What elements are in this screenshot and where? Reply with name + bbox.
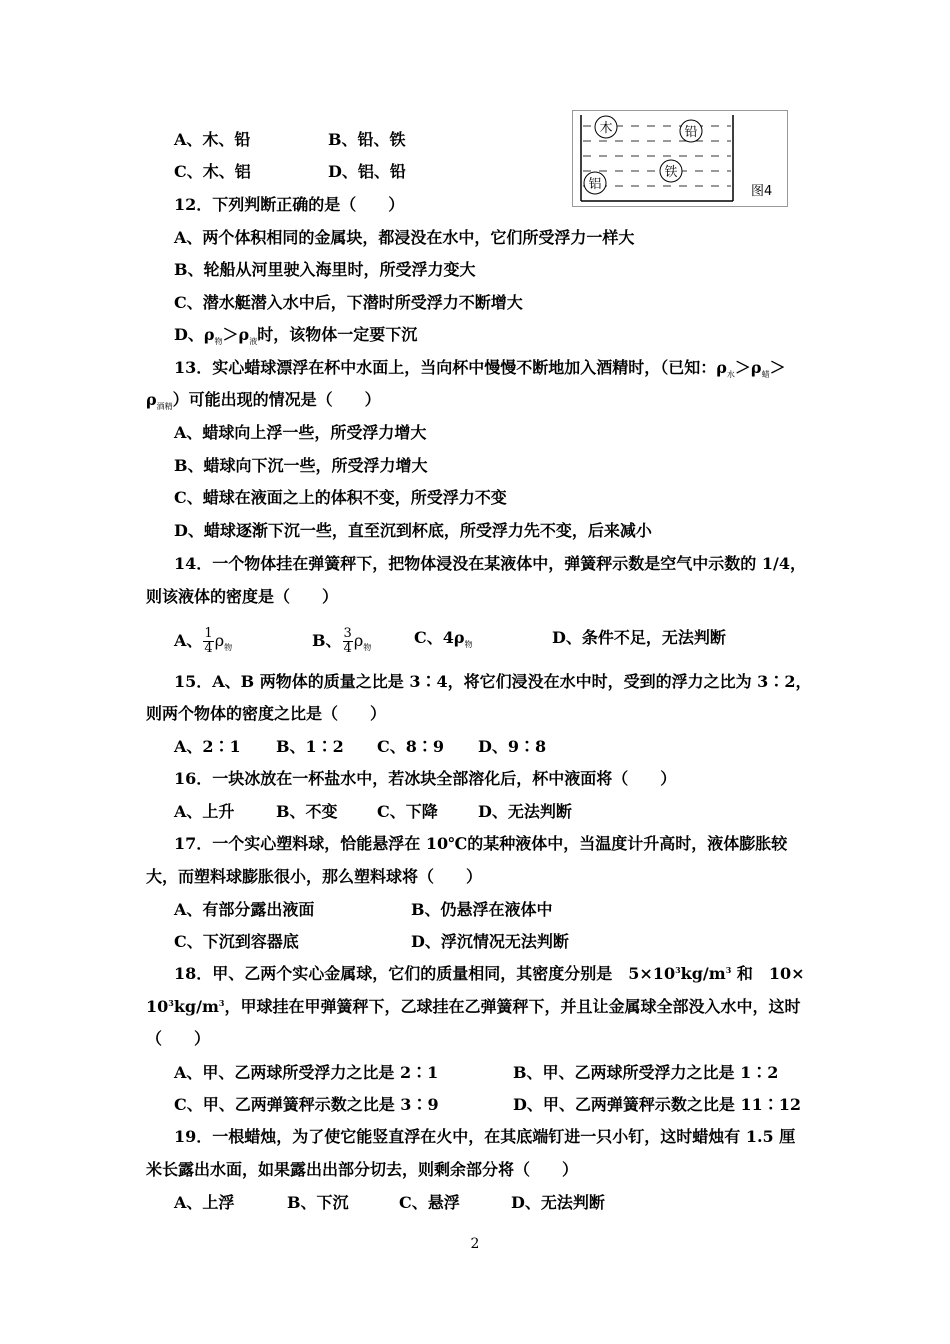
q15-option-b: B、1∶2 <box>276 737 344 756</box>
q16-option-b: B、不变 <box>276 802 338 821</box>
q18-option-b: B、甲、乙两球所受浮力之比是 1∶2 <box>513 1063 779 1082</box>
q14-stem-line1: 14．一个物体挂在弹簧秤下，把物体浸没在某液体中，弹簧秤示数是空气中示数的 1/4， <box>174 554 806 573</box>
q14-option-a: A、 $\frac{1}{4}$ $\rho_物$ <box>174 626 233 656</box>
q12-option-c: C、潜水艇潜入水中后，下潜时所受浮力不断增大 <box>174 293 523 312</box>
q19-option-d: D、无法判断 <box>511 1193 605 1212</box>
q14-option-d: D、条件不足，无法判断 <box>552 628 726 647</box>
q12-option-b: B、轮船从河里驶入海里时，所受浮力变大 <box>174 260 476 279</box>
q17-stem-line2: 大，而塑料球膨胀很小，那么塑料球将（ ） <box>146 867 483 886</box>
q18-stem-line3: （ ） <box>146 1029 211 1048</box>
q15-option-a: A、2∶1 <box>174 737 241 756</box>
q11-option-a: A、木、铅 <box>174 130 251 149</box>
page-number: 2 <box>470 1236 480 1252</box>
q19-option-c: C、悬浮 <box>399 1193 460 1212</box>
q15-stem-line2: 则两个物体的密度之比是（ ） <box>146 704 387 723</box>
q14-stem-line2: 则该液体的密度是（ ） <box>146 587 339 606</box>
q11-option-b: B、铅、铁 <box>328 130 406 149</box>
q17-option-c: C、下沉到容器底 <box>174 932 299 951</box>
q18-option-d: D、甲、乙两弹簧秤示数之比是 11∶12 <box>513 1095 801 1114</box>
q13-option-d: D、蜡球逐渐下沉一些，直至沉到杯底，所受浮力先不变，后来减小 <box>174 521 652 540</box>
q17-option-b: B、仍悬浮在液体中 <box>411 900 553 919</box>
figure-caption: 图4 <box>751 184 773 199</box>
q12-option-a: A、两个体积相同的金属块，都浸没在水中，它们所受浮力一样大 <box>174 228 635 247</box>
q17-option-d: D、浮沉情况无法判断 <box>411 932 569 951</box>
q15-option-c: C、8∶9 <box>377 737 445 756</box>
q14-option-b: B、 $\frac{3}{4}$ $\rho_物$ <box>312 626 372 656</box>
q15-option-d: D、9∶8 <box>478 737 547 756</box>
q18-option-c: C、甲、乙两弹簧秤示数之比是 3∶9 <box>174 1095 439 1114</box>
q12-stem: 12．下列判断正确的是（ ） <box>174 195 405 214</box>
q11-option-d: D、铝、铅 <box>328 162 406 181</box>
q12-option-d: D、$\rho_物>\rho_液$时，该物体一定要下沉 <box>174 325 418 346</box>
q18-option-a: A、甲、乙两球所受浮力之比是 2∶1 <box>174 1063 439 1082</box>
q18-stem-line1: 18．甲、乙两个实心金属球，它们的质量相同，其密度分别是 $5\times 10^3kg/m^3$ 和 10× <box>174 964 805 983</box>
q16-option-c: C、下降 <box>377 802 438 821</box>
q19-option-b: B、下沉 <box>287 1193 349 1212</box>
q17-stem-line1: 17．一个实心塑料球，恰能悬浮在 10℃的某种液体中，当温度计升高时，液体膨胀较 <box>174 834 788 853</box>
q13-option-b: B、蜡球向下沉一些，所受浮力增大 <box>174 456 428 475</box>
iron-ball-label: 铁 <box>664 165 678 180</box>
q13-option-a: A、蜡球向上浮一些，所受浮力增大 <box>174 423 427 442</box>
q16-option-a: A、上升 <box>174 802 235 821</box>
figure-4 <box>572 110 788 207</box>
q13-stem-line2: $\rho_{酒精}$）可能出现的情况是（ ） <box>146 390 381 411</box>
figure-4-diagram <box>573 111 787 206</box>
lead-ball-label: 铅 <box>684 125 698 140</box>
q19-stem-line2: 米长露出水面，如果露出出部分切去，则剩余部分将（ ） <box>146 1160 579 1179</box>
q14-option-c: C、$4\rho_物$ <box>414 628 473 649</box>
q16-option-d: D、无法判断 <box>478 802 572 821</box>
q11-option-c: C、木、铝 <box>174 162 251 181</box>
q18-stem-line2: $10^3kg/m^3$，甲球挂在甲弹簧秤下，乙球挂在乙弹簧秤下，并且让金属球全部没入水中，这时 <box>146 997 801 1016</box>
q15-stem-line1: 15．A、B 两物体的质量之比是 3∶4，将它们浸没在水中时，受到的浮力之比为 3∶2， <box>174 672 812 691</box>
q13-stem-line1: 13．实心蜡球漂浮在杯中水面上，当向杯中慢慢不断地加入酒精时，（已知：$\rho_水>\rho_蜡>$ <box>174 358 786 379</box>
aluminum-ball-label: 铝 <box>588 177 602 192</box>
q17-option-a: A、有部分露出液面 <box>174 900 315 919</box>
q13-option-c: C、蜡球在液面之上的体积不变，所受浮力不变 <box>174 488 507 507</box>
wood-ball-label: 木 <box>599 121 613 136</box>
q19-option-a: A、上浮 <box>174 1193 235 1212</box>
q19-stem-line1: 19．一根蜡烛，为了使它能竖直浮在火中，在其底端钉进一只小钉，这时蜡烛有 1.5 厘 <box>174 1127 796 1146</box>
q16-stem: 16．一块冰放在一杯盐水中，若冰块全部溶化后，杯中液面将（ ） <box>174 769 677 788</box>
